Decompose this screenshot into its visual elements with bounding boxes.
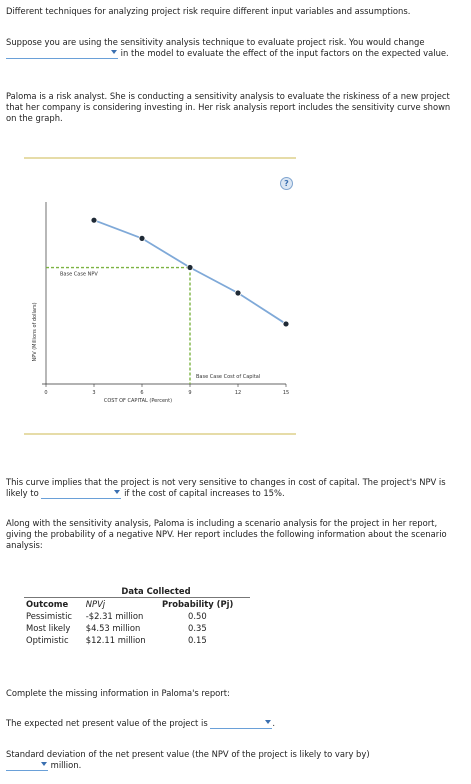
base-npv-label: Base Case NPV: [60, 271, 98, 278]
curve-point[interactable]: [235, 290, 241, 296]
header-outcome: Outcome: [24, 598, 84, 611]
q2-before: This curve implies that the project is not very sensitive to changes in cost of capital. The project's NPV is likely to: [6, 477, 446, 498]
help-icon[interactable]: ?: [280, 177, 293, 190]
sensitivity-chart[interactable]: [24, 172, 296, 422]
y-axis-label: NPV (Millions of dollars): [32, 302, 38, 362]
row-npv: -$2.31 million: [85, 611, 144, 621]
paloma-paragraph-1: Paloma is a risk analyst. She is conducting a sensitivity analysis to evaluate the riskiness of a new project that her company is considering investing in. Her risk analysis report includes the sensitivity curve shown on the graph.: [6, 91, 451, 123]
graph-top-rule: [24, 157, 296, 159]
q1-dropdown[interactable]: [6, 48, 118, 59]
paloma-paragraph-2: Along with the sensitivity analysis, Paloma is including a scenario analysis for the project in her report, giving the probability of a negative NPV. Her report includes the following information about the scenario analysis:: [6, 518, 447, 550]
intro-text: Different techniques for analyzing project risk require different input variables and assumptions.: [6, 6, 411, 16]
row-npv: $12.11 million: [85, 635, 146, 645]
table-row: [24, 622, 250, 634]
x-tick-label: 3: [92, 390, 96, 396]
question-2: [6, 477, 458, 499]
row-prob: 0.15: [188, 635, 207, 645]
table-title: Data Collected: [121, 586, 191, 596]
complete-instruction: Complete the missing information in Paloma's report:: [6, 688, 230, 698]
row-npv: $4.53 million: [85, 623, 141, 633]
table-row: [24, 610, 250, 622]
graph-bottom-rule: [24, 433, 296, 435]
x-ticks: [44, 384, 289, 396]
row-outcome: Most likely: [26, 623, 71, 633]
chevron-down-icon: [41, 762, 47, 766]
header-probability: Probability (Pj): [160, 598, 250, 611]
question-3: [6, 718, 458, 729]
q2-dropdown[interactable]: [41, 488, 121, 499]
header-npv: NPVj: [84, 598, 160, 611]
question-1: [6, 37, 458, 59]
x-tick-label: 0: [44, 390, 48, 396]
q1-after: in the model to evaluate the effect of the input factors on the expected value.: [120, 48, 449, 58]
q4-dropdown[interactable]: [6, 760, 48, 771]
curve-point[interactable]: [139, 235, 145, 241]
row-prob: 0.35: [188, 623, 207, 633]
q1-before: Suppose you are using the sensitivity analysis technique to evaluate project risk. You would change: [6, 37, 425, 47]
x-tick-label: 6: [140, 390, 144, 396]
row-outcome: Pessimistic: [26, 611, 73, 621]
scenario-table: [24, 585, 250, 646]
q4-after: million.: [50, 760, 82, 770]
x-tick-label: 12: [234, 390, 242, 396]
q3-before: The expected net present value of the project is: [6, 718, 208, 728]
question-4: [6, 749, 458, 771]
curve-point[interactable]: [187, 265, 193, 271]
x-tick-label: 15: [282, 390, 290, 396]
chevron-down-icon: [111, 50, 117, 54]
q4-before: Standard deviation of the net present value (the NPV of the project is likely to vary by): [6, 749, 370, 759]
chevron-down-icon: [114, 490, 120, 494]
q3-dropdown[interactable]: [210, 718, 272, 729]
q3-after: .: [272, 718, 276, 728]
row-prob: 0.50: [188, 611, 207, 621]
chevron-down-icon: [265, 720, 271, 724]
x-tick-label: 9: [188, 390, 192, 396]
x-axis-label: COST OF CAPITAL (Percent): [103, 398, 173, 404]
table-row: [24, 634, 250, 646]
curve-point[interactable]: [91, 217, 97, 223]
curve-point[interactable]: [283, 321, 289, 327]
q2-after: if the cost of capital increases to 15%.: [124, 488, 285, 498]
row-outcome: Optimistic: [26, 635, 69, 645]
base-cost-label: Base Case Cost of Capital: [196, 374, 261, 380]
